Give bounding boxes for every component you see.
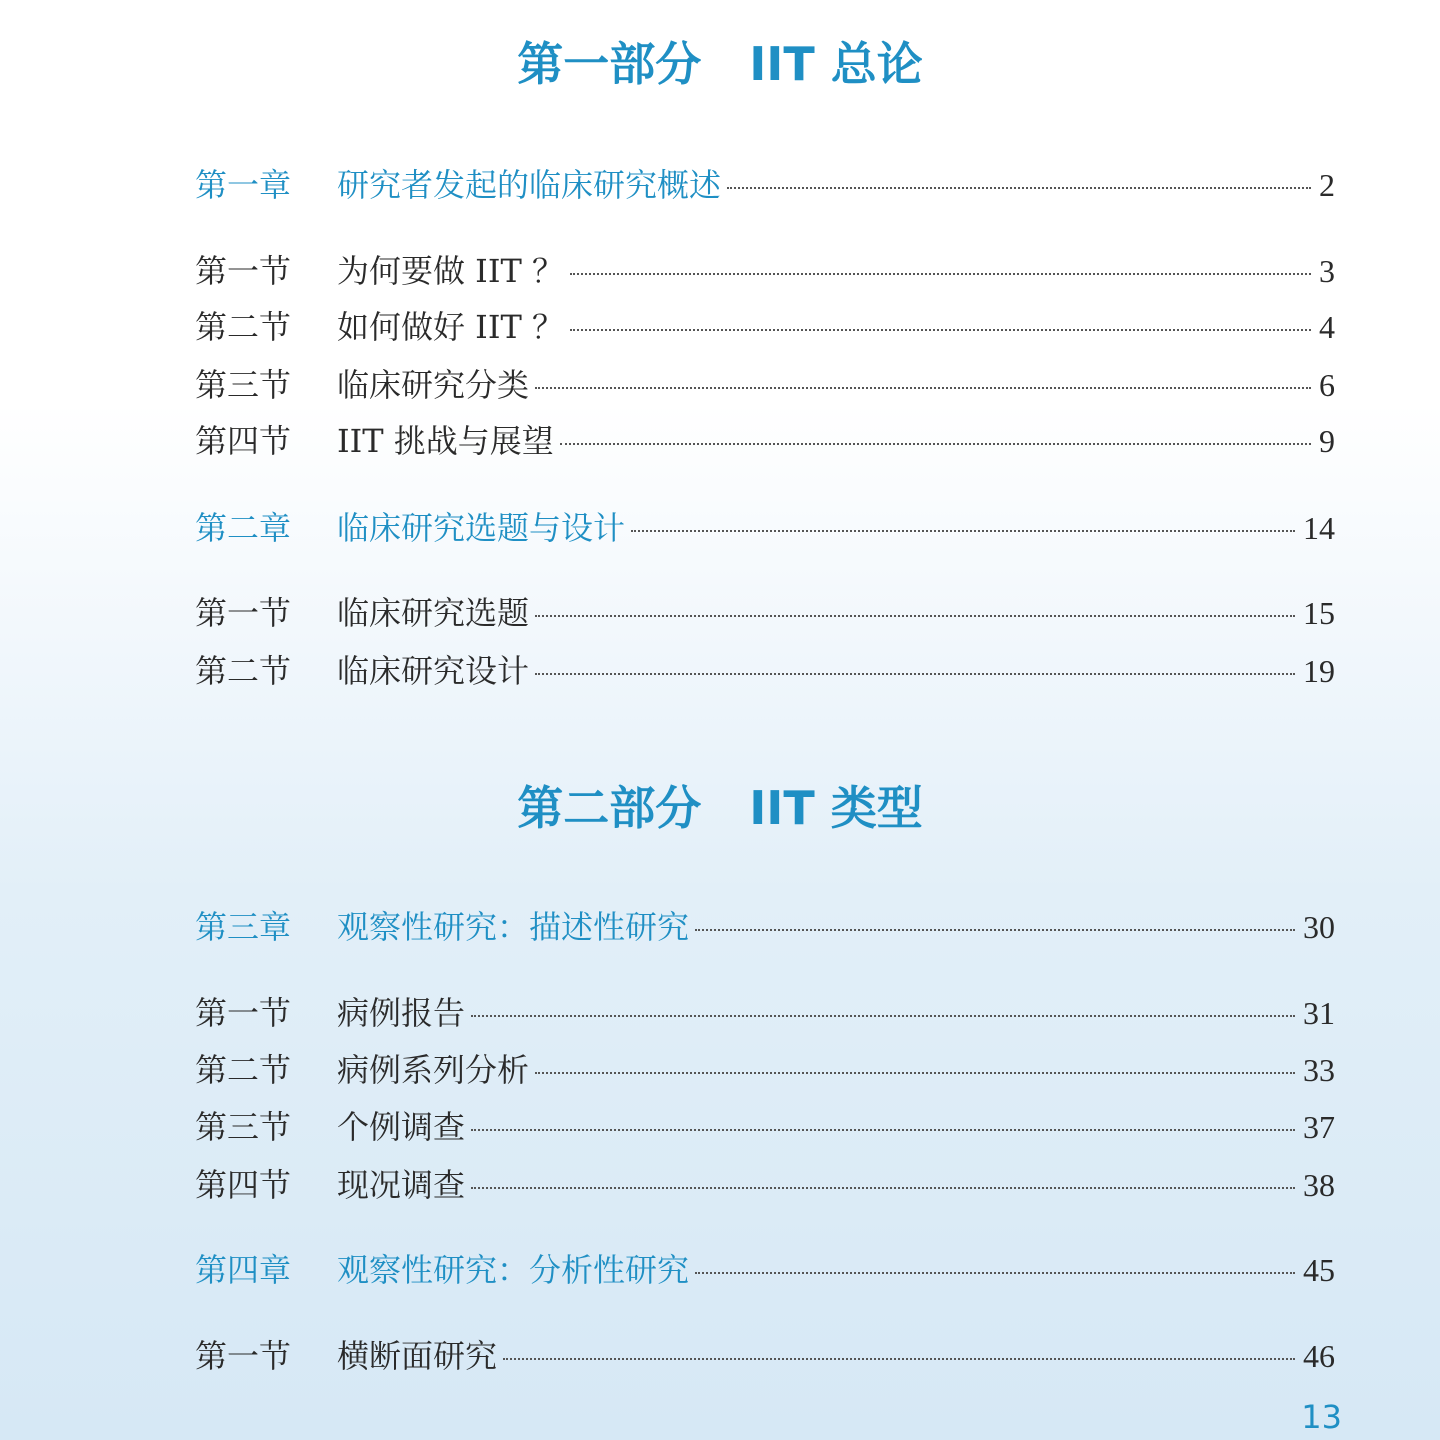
- leader-dots: [560, 443, 1311, 445]
- section-label: 第一节: [195, 994, 292, 1032]
- toc-entry-section[interactable]: [195, 1331, 1335, 1377]
- toc-entry-section[interactable]: [195, 416, 1335, 462]
- leader-dots: [535, 615, 1295, 617]
- toc-entry-section[interactable]: [195, 588, 1335, 634]
- leader-dots: [471, 1187, 1295, 1189]
- section-label: 第四节: [195, 1166, 292, 1204]
- leader-dots: [535, 387, 1311, 389]
- section-label: 第一节: [195, 1337, 292, 1375]
- part-1-name: IIT 总论: [749, 37, 923, 91]
- leader-dots: [695, 929, 1295, 931]
- section-title: 横断面研究: [337, 1337, 498, 1375]
- section-title: 现况调查: [337, 1166, 466, 1204]
- toc-entry-section[interactable]: [195, 302, 1335, 348]
- chapter-title: 研究者发起的临床研究概述: [337, 166, 722, 204]
- section-label: 第四节: [195, 422, 292, 460]
- part-1-title: [0, 36, 1440, 92]
- chapter-title: 临床研究选题与设计: [337, 509, 626, 547]
- leader-dots: [570, 273, 1311, 275]
- page-number: 9: [1319, 423, 1335, 459]
- chapter-label: 第四章: [195, 1251, 292, 1289]
- page-number: 3: [1319, 253, 1335, 289]
- section-title: 临床研究分类: [337, 366, 530, 404]
- page-number: 19: [1303, 653, 1335, 689]
- section-title: 为何要做 IIT ？: [337, 252, 564, 290]
- page-number: 4: [1319, 309, 1335, 345]
- section-title: 临床研究选题: [337, 594, 530, 632]
- section-label: 第二节: [195, 308, 292, 346]
- section-title: IIT 挑战与展望: [337, 422, 554, 460]
- section-label: 第三节: [195, 366, 292, 404]
- leader-dots: [471, 1129, 1295, 1131]
- page-footer-number: 13: [1301, 1398, 1342, 1436]
- section-title: 个例调查: [337, 1108, 466, 1146]
- toc-entry-chapter-4[interactable]: [195, 1245, 1335, 1291]
- chapter-title: 观察性研究：描述性研究: [337, 908, 690, 946]
- page-number: 31: [1303, 995, 1335, 1031]
- section-title: 病例系列分析: [337, 1051, 530, 1089]
- leader-dots: [535, 1072, 1295, 1074]
- toc-entry-section[interactable]: [195, 988, 1335, 1034]
- toc-entry-section[interactable]: [195, 1102, 1335, 1148]
- leader-dots: [535, 673, 1295, 675]
- chapter-label: 第一章: [195, 166, 292, 204]
- section-title: 病例报告: [337, 994, 466, 1032]
- toc-entry-section[interactable]: [195, 1045, 1335, 1091]
- section-label: 第三节: [195, 1108, 292, 1146]
- leader-dots: [570, 329, 1311, 331]
- chapter-label: 第三章: [195, 908, 292, 946]
- page-number: 6: [1319, 367, 1335, 403]
- leader-dots: [695, 1272, 1295, 1274]
- page-number: 37: [1303, 1109, 1335, 1145]
- toc-entry-chapter-1[interactable]: [195, 160, 1335, 206]
- toc-entry-section[interactable]: [195, 1160, 1335, 1206]
- toc-entry-section[interactable]: [195, 360, 1335, 406]
- page-number: 14: [1303, 510, 1335, 546]
- chapter-title: 观察性研究：分析性研究: [337, 1251, 690, 1289]
- part-2-title: [0, 780, 1440, 836]
- section-title: 临床研究设计: [337, 652, 530, 690]
- section-title: 如何做好 IIT ？: [337, 308, 564, 346]
- page-number: 46: [1303, 1338, 1335, 1374]
- section-label: 第一节: [195, 594, 292, 632]
- leader-dots: [471, 1015, 1295, 1017]
- page-number: 2: [1319, 167, 1335, 203]
- section-label: 第二节: [195, 652, 292, 690]
- part-1-number: 第一部分: [517, 37, 702, 91]
- toc-entry-chapter-2[interactable]: [195, 503, 1335, 549]
- section-label: 第一节: [195, 252, 292, 290]
- leader-dots: [727, 187, 1311, 189]
- chapter-label: 第二章: [195, 509, 292, 547]
- toc-entry-chapter-3[interactable]: [195, 902, 1335, 948]
- page-number: 15: [1303, 595, 1335, 631]
- page-number: 45: [1303, 1252, 1335, 1288]
- page-number: 38: [1303, 1167, 1335, 1203]
- part-2-number: 第二部分: [517, 781, 702, 835]
- page-number: 33: [1303, 1052, 1335, 1088]
- section-label: 第二节: [195, 1051, 292, 1089]
- toc-entry-section[interactable]: [195, 246, 1335, 292]
- leader-dots: [631, 530, 1295, 532]
- page-number: 30: [1303, 909, 1335, 945]
- part-2-name: IIT 类型: [749, 781, 923, 835]
- toc-entry-section[interactable]: [195, 646, 1335, 692]
- leader-dots: [503, 1358, 1295, 1360]
